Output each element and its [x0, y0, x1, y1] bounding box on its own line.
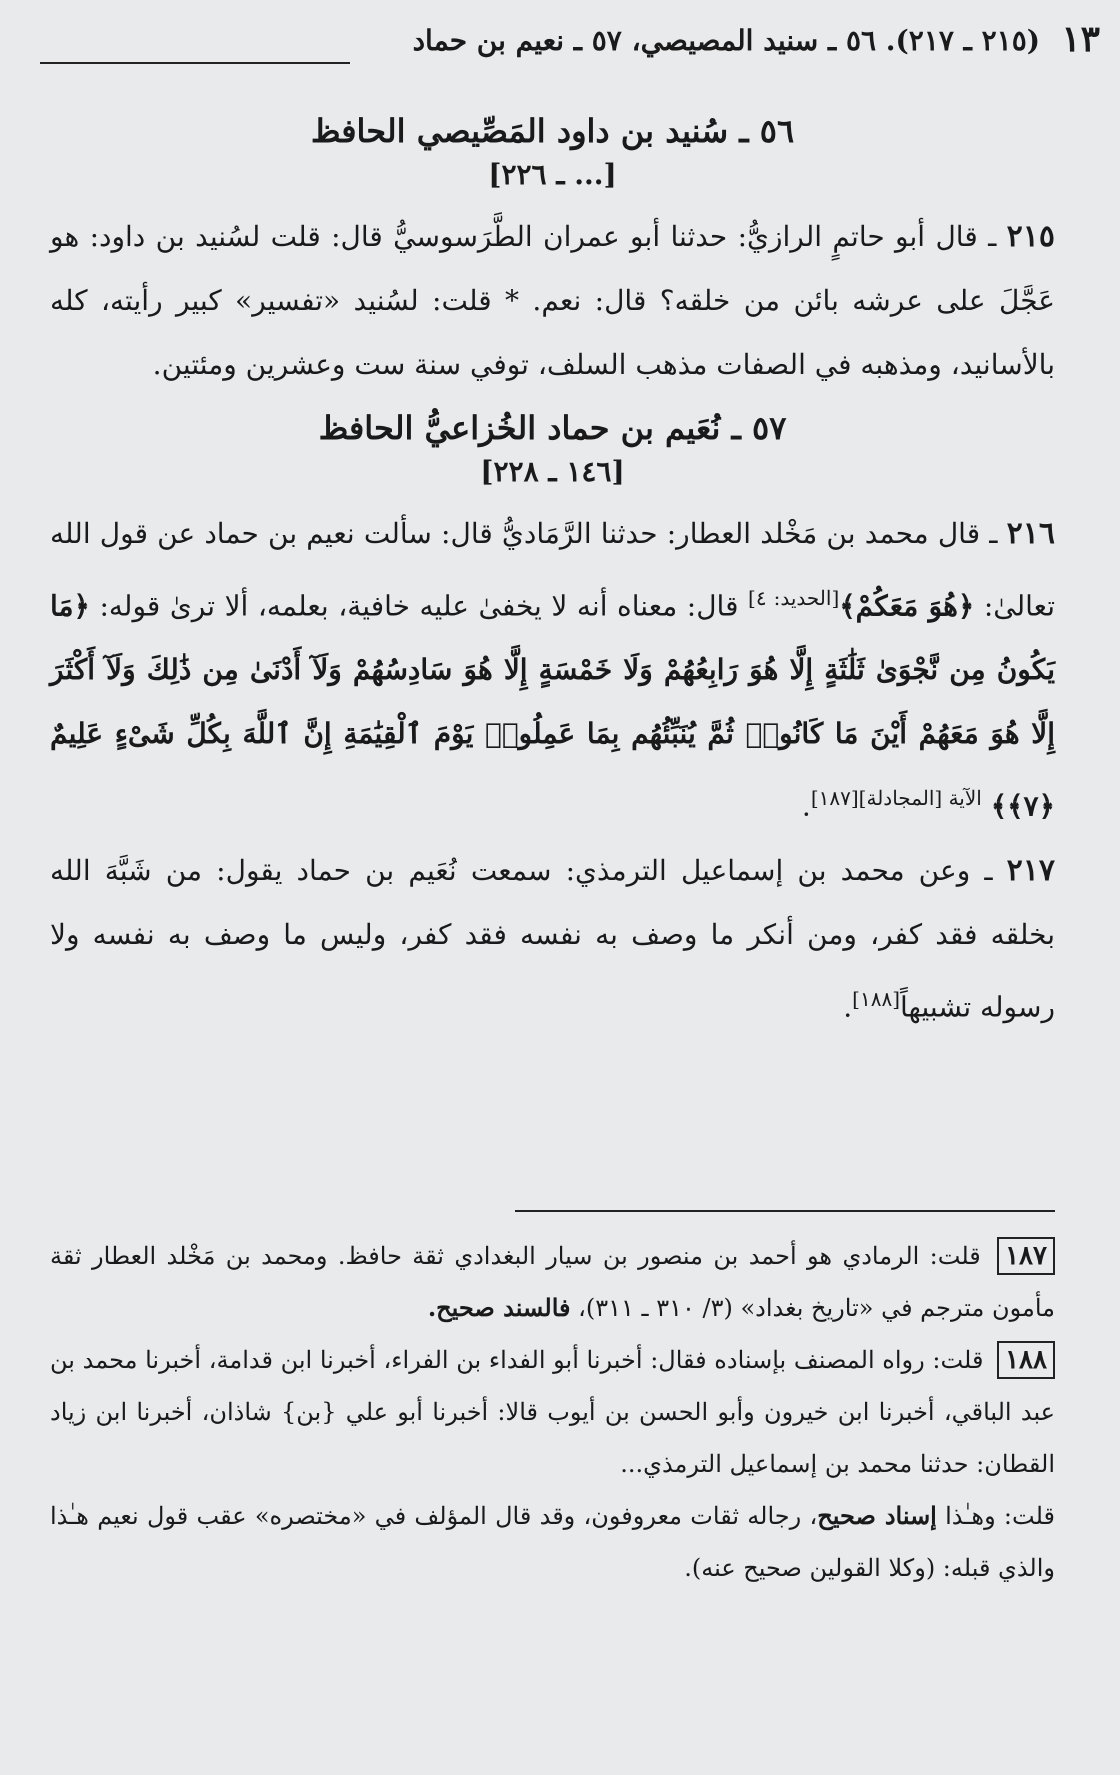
- narration-number: ٢١٦: [1006, 516, 1055, 551]
- footnote-number: ١٨٧: [997, 1237, 1055, 1275]
- footnote-verdict: فالسند صحيح.: [427, 1293, 571, 1322]
- page-number: ١٣: [1061, 18, 1100, 60]
- narration-text: قال: معناه أنه لا يخفىٰ عليه خافية، بعلمه، ألا ترىٰ قوله:: [89, 589, 749, 623]
- author-note: * قلت: لسُنيد «تفسير» كبير رأيته، كله بالأسانيد، ومذهبه في الصفات مذهب السلف، توفي سنة ست وعشرين ومئتين.: [50, 284, 1055, 381]
- running-title: (٢١٥ ـ ٢١٧). ٥٦ ـ سنيد المصيصي، ٥٧ ـ نعيم بن حماد: [412, 24, 1040, 57]
- footnote-188: [50, 1334, 1055, 1490]
- biography-title-56: ٥٦ ـ سُنيد بن داود المَصِّيصي الحافظ: [310, 112, 795, 150]
- footnote-reference: [١٨٨]: [852, 986, 900, 1011]
- biography-dates-57: [١٤٦ ـ ٢٢٨]: [480, 455, 625, 488]
- narration-text: ـ وعن محمد بن إسماعيل الترمذي: سمعت نُعَيم بن حماد يقول: من شَبَّهَ الله بخلقه فقد كفر، ومن أنكر ما وصف به نفسه فقد كفر، وليس ما وصف به نفسه ولا رسوله تشبيهاً: [50, 853, 1055, 1023]
- verse-reference: [الحديد: ٤]: [748, 586, 840, 610]
- narration-text: ـ قال أبو حاتمٍ الرازيُّ: حدثنا أبو عمران الطَّرَسوسيُّ قال: قلت لسُنيد بن داود: هو عَجَّلَ على عرشه بائن من خلقه؟ قال: نعم.: [50, 220, 1055, 317]
- narration-number: ٢١٥: [1006, 219, 1055, 254]
- narration-text: ـ قال محمد بن مَخْلد العطار: حدثنا الرَّمَاديُّ قال: سألت نعيم بن حماد عن قول الله تعالىٰ:: [50, 517, 1055, 623]
- narration-215: [50, 205, 1055, 397]
- closing-text: ، رجاله ثقات معروفون، وقد قال المؤلف في «مختصره» عقب قول نعيم هـٰذا والذي قبله: (وكلا القولين صحيح عنه).: [50, 1502, 1055, 1582]
- quran-verse: ﴿مَا يَكُونُ مِن نَّجْوَىٰ ثَلَٰثَةٍ إِلَّا هُوَ رَابِعُهُمْ وَلَا خَمْسَةٍ إِلَّا هُوَ سَادِسُهُمْ وَلَآ أَدْنَىٰ مِن ذَٰلِكَ وَلَآ أَكْثَرَ إِلَّا هُوَ مَعَهُمْ أَيْنَ مَا كَانُوا۟ ثُمَّ يُنَبِّئُهُم بِمَا عَمِلُوا۟ يَوْمَ ٱلْقِيَٰمَةِ إِنَّ ٱللَّهَ بِكُلِّ شَىْءٍ عَلِيمٌ ﴿٧﴾﴾: [50, 589, 1055, 823]
- footnote-reference: [١٨٧]: [810, 786, 859, 811]
- footnote-number: ١٨٨: [997, 1341, 1055, 1379]
- footnote-text: قلت: رواه المصنف بإسناده فقال: أخبرنا أبو الفداء بن الفراء، أخبرنا ابن قدامة، أخبرنا محمد بن عبد الباقي، أخبرنا ابن خيرون وأبو الحسن بن أيوب قالا: أخبرنا أبو علي {بن} شاذان، أخبرنا ابن زياد القطان: حدثنا محمد بن إسماعيل الترمذي...: [50, 1346, 1055, 1478]
- footnote-closing: [50, 1490, 1055, 1594]
- quran-verse: ﴿هُوَ مَعَكُمْ﴾: [839, 589, 975, 623]
- footnote-187: [50, 1230, 1055, 1334]
- narration-216: ٢١٦ ـ قال محمد بن مَخْلد العطار: حدثنا الرَّمَاديُّ قال: سألت نعيم بن حماد عن قول الله تعالىٰ: ﴿هُوَ مَعَكُمْ﴾[الحديد: ٤] قال: معناه أنه لا يخفىٰ عليه خافية، بعلمه، ألا ترىٰ قوله: ﴿مَا يَكُونُ مِن نَّجْوَىٰ ثَلَٰثَةٍ إِلَّا هُوَ رَابِعُهُمْ وَلَا خَمْسَةٍ إِلَّا هُوَ سَادِسُهُمْ وَلَآ أَدْنَىٰ مِن ذَٰلِكَ وَلَآ أَكْثَرَ إِلَّا هُوَ مَعَهُمْ أَيْنَ مَا كَانُوا۟ ثُمَّ يُنَبِّئُهُم بِمَا عَمِلُوا۟ يَوْمَ ٱلْقِيَٰمَةِ إِنَّ ٱللَّهَ بِكُلِّ شَىْءٍ عَلِيمٌ ﴿٧﴾﴾ $^{الآية [المجادلة][١٨٧]}$.: [50, 516, 1055, 823]
- main-text: [50, 100, 1055, 1039]
- biography-title-57: ٥٧ ـ نُعَيم بن حماد الخُزاعيُّ الحافظ: [318, 409, 787, 447]
- footnote-divider: [515, 1210, 1055, 1212]
- header-rule: [40, 62, 350, 64]
- running-header: [40, 18, 1100, 78]
- footnote-text: قلت: الرمادي هو أحمد بن منصور بن سيار البغدادي ثقة حافظ. ومحمد بن مَخْلد العطار ثقة مأمون مترجم في «تاريخ بغداد» (٣/ ٣١٠ ـ ٣١١)،: [50, 1242, 1055, 1322]
- verse-reference: الآية [المجادلة]: [858, 786, 982, 811]
- narration-217: ٢١٧ ـ وعن محمد بن إسماعيل الترمذي: سمعت نُعَيم بن حماد يقول: من شَبَّهَ الله بخلقه فقد كفر، ومن أنكر ما وصف به نفسه فقد كفر، وليس ما وصف به نفسه ولا رسوله تشبيهاً[١٨٨].: [50, 852, 1055, 1023]
- narration-number: ٢١٧: [1006, 852, 1055, 888]
- footnotes: [50, 1230, 1055, 1594]
- closing-verdict: إسناد صحيح: [817, 1501, 937, 1530]
- biography-dates-56: [... ـ ٢٢٦]: [488, 158, 617, 191]
- closing-text: قلت: وهـٰذا: [936, 1502, 1056, 1530]
